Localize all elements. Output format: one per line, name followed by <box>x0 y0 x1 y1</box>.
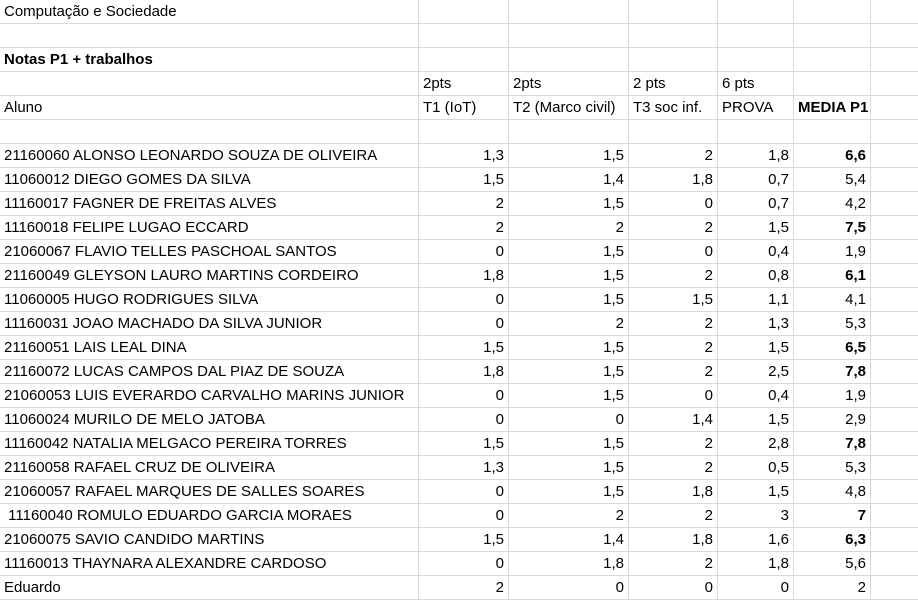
empty-cell[interactable] <box>871 480 918 504</box>
empty-cell[interactable] <box>419 120 509 144</box>
t3-score-cell[interactable]: 2 <box>629 360 718 384</box>
t1-score-cell[interactable]: 0 <box>419 240 509 264</box>
empty-cell[interactable] <box>871 528 918 552</box>
empty-cell[interactable] <box>794 24 871 48</box>
student-name-cell[interactable]: 21160060 ALONSO LEONARDO SOUZA DE OLIVEIRA <box>0 144 419 168</box>
media-score-cell[interactable]: 5,6 <box>794 552 871 576</box>
media-score-cell[interactable]: 5,3 <box>794 456 871 480</box>
prova-score-cell[interactable]: 1,8 <box>718 552 794 576</box>
t3-score-cell[interactable]: 1,4 <box>629 408 718 432</box>
t2-score-cell[interactable]: 2 <box>509 504 629 528</box>
t2-score-cell[interactable]: 1,5 <box>509 480 629 504</box>
student-name-cell[interactable]: 21160072 LUCAS CAMPOS DAL PIAZ DE SOUZA <box>0 360 419 384</box>
prova-score-cell[interactable]: 0,7 <box>718 168 794 192</box>
t1-score-cell[interactable]: 1,3 <box>419 456 509 480</box>
media-score-cell[interactable]: 6,3 <box>794 528 871 552</box>
t3-score-cell[interactable]: 1,8 <box>629 528 718 552</box>
prova-score-cell[interactable]: 1,5 <box>718 336 794 360</box>
t3-score-cell[interactable]: 2 <box>629 336 718 360</box>
empty-cell[interactable] <box>718 0 794 24</box>
t1-score-cell[interactable]: 1,8 <box>419 360 509 384</box>
t2-score-cell[interactable]: 1,5 <box>509 456 629 480</box>
weight-cell[interactable]: 2pts <box>419 72 509 96</box>
media-score-cell[interactable]: 2,9 <box>794 408 871 432</box>
header-prova[interactable]: PROVA <box>718 96 794 120</box>
student-name-cell[interactable]: 11060024 MURILO DE MELO JATOBA <box>0 408 419 432</box>
t2-score-cell[interactable]: 1,5 <box>509 144 629 168</box>
empty-cell[interactable] <box>871 312 918 336</box>
t1-score-cell[interactable]: 2 <box>419 216 509 240</box>
prova-score-cell[interactable]: 1,3 <box>718 312 794 336</box>
media-score-cell[interactable]: 1,9 <box>794 240 871 264</box>
prova-score-cell[interactable]: 1,5 <box>718 216 794 240</box>
header-t1[interactable]: T1 (IoT) <box>419 96 509 120</box>
empty-cell[interactable] <box>871 48 918 72</box>
media-score-cell[interactable]: 7,8 <box>794 432 871 456</box>
student-name-cell[interactable]: 11160042 NATALIA MELGACO PEREIRA TORRES <box>0 432 419 456</box>
prova-score-cell[interactable]: 0 <box>718 576 794 600</box>
empty-cell[interactable] <box>0 120 419 144</box>
student-name-cell[interactable]: 11060012 DIEGO GOMES DA SILVA <box>0 168 419 192</box>
empty-cell[interactable] <box>718 120 794 144</box>
prova-score-cell[interactable]: 1,1 <box>718 288 794 312</box>
media-score-cell[interactable]: 7,5 <box>794 216 871 240</box>
empty-cell[interactable] <box>871 288 918 312</box>
t2-score-cell[interactable]: 1,4 <box>509 168 629 192</box>
prova-score-cell[interactable]: 1,5 <box>718 408 794 432</box>
t1-score-cell[interactable]: 1,5 <box>419 528 509 552</box>
header-aluno[interactable]: Aluno <box>0 96 419 120</box>
student-name-cell[interactable]: 11160018 FELIPE LUGAO ECCARD <box>0 216 419 240</box>
empty-cell[interactable] <box>509 48 629 72</box>
student-name-cell[interactable]: 21060057 RAFAEL MARQUES DE SALLES SOARES <box>0 480 419 504</box>
student-name-cell[interactable]: Eduardo <box>0 576 419 600</box>
t1-score-cell[interactable]: 2 <box>419 192 509 216</box>
sheet-subtitle-cell[interactable]: Notas P1 + trabalhos <box>0 48 419 72</box>
t3-score-cell[interactable]: 2 <box>629 312 718 336</box>
prova-score-cell[interactable]: 3 <box>718 504 794 528</box>
t3-score-cell[interactable]: 1,5 <box>629 288 718 312</box>
student-name-cell[interactable]: 11160031 JOAO MACHADO DA SILVA JUNIOR <box>0 312 419 336</box>
t1-score-cell[interactable]: 2 <box>419 576 509 600</box>
t2-score-cell[interactable]: 1,5 <box>509 336 629 360</box>
weight-cell[interactable]: 2 pts <box>629 72 718 96</box>
media-score-cell[interactable]: 4,2 <box>794 192 871 216</box>
empty-cell[interactable] <box>871 360 918 384</box>
t2-score-cell[interactable]: 1,5 <box>509 240 629 264</box>
empty-cell[interactable] <box>871 336 918 360</box>
prova-score-cell[interactable]: 1,5 <box>718 480 794 504</box>
t1-score-cell[interactable]: 0 <box>419 552 509 576</box>
t2-score-cell[interactable]: 1,5 <box>509 432 629 456</box>
t1-score-cell[interactable]: 0 <box>419 408 509 432</box>
header-t3[interactable]: T3 soc inf. <box>629 96 718 120</box>
t3-score-cell[interactable]: 2 <box>629 456 718 480</box>
t1-score-cell[interactable]: 0 <box>419 288 509 312</box>
prova-score-cell[interactable]: 2,5 <box>718 360 794 384</box>
media-score-cell[interactable]: 5,3 <box>794 312 871 336</box>
student-name-cell[interactable]: 11160040 ROMULO EDUARDO GARCIA MORAES <box>0 504 419 528</box>
empty-cell[interactable] <box>718 48 794 72</box>
empty-cell[interactable] <box>509 120 629 144</box>
empty-cell[interactable] <box>629 120 718 144</box>
media-score-cell[interactable]: 6,1 <box>794 264 871 288</box>
media-score-cell[interactable]: 2 <box>794 576 871 600</box>
t2-score-cell[interactable]: 1,8 <box>509 552 629 576</box>
prova-score-cell[interactable]: 0,4 <box>718 384 794 408</box>
t3-score-cell[interactable]: 0 <box>629 192 718 216</box>
media-score-cell[interactable]: 4,1 <box>794 288 871 312</box>
t3-score-cell[interactable]: 2 <box>629 432 718 456</box>
header-media[interactable]: MEDIA P1 <box>794 96 871 120</box>
t2-score-cell[interactable]: 0 <box>509 576 629 600</box>
empty-cell[interactable] <box>871 96 918 120</box>
student-name-cell[interactable]: 21060075 SAVIO CANDIDO MARTINS <box>0 528 419 552</box>
weight-cell[interactable]: 6 pts <box>718 72 794 96</box>
empty-cell[interactable] <box>509 0 629 24</box>
prova-score-cell[interactable]: 0,5 <box>718 456 794 480</box>
prova-score-cell[interactable]: 1,8 <box>718 144 794 168</box>
t1-score-cell[interactable]: 0 <box>419 504 509 528</box>
student-name-cell[interactable]: 21160058 RAFAEL CRUZ DE OLIVEIRA <box>0 456 419 480</box>
student-name-cell[interactable]: 21060067 FLAVIO TELLES PASCHOAL SANTOS <box>0 240 419 264</box>
empty-cell[interactable] <box>0 24 419 48</box>
t1-score-cell[interactable]: 1,5 <box>419 168 509 192</box>
empty-cell[interactable] <box>871 264 918 288</box>
empty-cell[interactable] <box>871 432 918 456</box>
t2-score-cell[interactable]: 1,5 <box>509 288 629 312</box>
empty-cell[interactable] <box>871 552 918 576</box>
t3-score-cell[interactable]: 2 <box>629 504 718 528</box>
t3-score-cell[interactable]: 0 <box>629 240 718 264</box>
prova-score-cell[interactable]: 0,7 <box>718 192 794 216</box>
empty-cell[interactable] <box>509 24 629 48</box>
t1-score-cell[interactable]: 1,8 <box>419 264 509 288</box>
empty-cell[interactable] <box>629 24 718 48</box>
student-name-cell[interactable]: 21060053 LUIS EVERARDO CARVALHO MARINS JUNIOR <box>0 384 419 408</box>
weight-cell[interactable]: 2pts <box>509 72 629 96</box>
student-name-cell[interactable]: 11160013 THAYNARA ALEXANDRE CARDOSO <box>0 552 419 576</box>
t2-score-cell[interactable]: 1,5 <box>509 192 629 216</box>
empty-cell[interactable] <box>419 24 509 48</box>
empty-cell[interactable] <box>871 120 918 144</box>
empty-cell[interactable] <box>871 24 918 48</box>
student-name-cell[interactable]: 11160017 FAGNER DE FREITAS ALVES <box>0 192 419 216</box>
empty-cell[interactable] <box>871 240 918 264</box>
t2-score-cell[interactable]: 2 <box>509 216 629 240</box>
empty-cell[interactable] <box>629 48 718 72</box>
empty-cell[interactable] <box>871 0 918 24</box>
prova-score-cell[interactable]: 1,6 <box>718 528 794 552</box>
t2-score-cell[interactable]: 2 <box>509 312 629 336</box>
t3-score-cell[interactable]: 2 <box>629 144 718 168</box>
t2-score-cell[interactable]: 1,5 <box>509 360 629 384</box>
t1-score-cell[interactable]: 1,3 <box>419 144 509 168</box>
media-score-cell[interactable]: 7,8 <box>794 360 871 384</box>
t3-score-cell[interactable]: 2 <box>629 264 718 288</box>
prova-score-cell[interactable]: 0,4 <box>718 240 794 264</box>
weight-cell[interactable] <box>0 72 419 96</box>
empty-cell[interactable] <box>871 408 918 432</box>
empty-cell[interactable] <box>871 456 918 480</box>
empty-cell[interactable] <box>419 0 509 24</box>
t1-score-cell[interactable]: 0 <box>419 480 509 504</box>
prova-score-cell[interactable]: 2,8 <box>718 432 794 456</box>
sheet-title-cell[interactable]: Computação e Sociedade <box>0 0 419 24</box>
t3-score-cell[interactable]: 0 <box>629 576 718 600</box>
empty-cell[interactable] <box>871 192 918 216</box>
empty-cell[interactable] <box>871 576 918 600</box>
empty-cell[interactable] <box>871 144 918 168</box>
empty-cell[interactable] <box>871 216 918 240</box>
empty-cell[interactable] <box>419 48 509 72</box>
t3-score-cell[interactable]: 2 <box>629 552 718 576</box>
t2-score-cell[interactable]: 1,4 <box>509 528 629 552</box>
t1-score-cell[interactable]: 1,5 <box>419 432 509 456</box>
empty-cell[interactable] <box>629 0 718 24</box>
t3-score-cell[interactable]: 0 <box>629 384 718 408</box>
student-name-cell[interactable]: 11060005 HUGO RODRIGUES SILVA <box>0 288 419 312</box>
weight-cell[interactable] <box>871 72 918 96</box>
t2-score-cell[interactable]: 1,5 <box>509 384 629 408</box>
empty-cell[interactable] <box>794 120 871 144</box>
weight-cell[interactable] <box>794 72 871 96</box>
media-score-cell[interactable]: 5,4 <box>794 168 871 192</box>
empty-cell[interactable] <box>871 168 918 192</box>
t1-score-cell[interactable]: 1,5 <box>419 336 509 360</box>
empty-cell[interactable] <box>718 24 794 48</box>
empty-cell[interactable] <box>871 384 918 408</box>
t3-score-cell[interactable]: 1,8 <box>629 168 718 192</box>
empty-cell[interactable] <box>871 504 918 528</box>
media-score-cell[interactable]: 7 <box>794 504 871 528</box>
student-name-cell[interactable]: 21160051 LAIS LEAL DINA <box>0 336 419 360</box>
header-t2[interactable]: T2 (Marco civil) <box>509 96 629 120</box>
media-score-cell[interactable]: 6,6 <box>794 144 871 168</box>
media-score-cell[interactable]: 4,8 <box>794 480 871 504</box>
t3-score-cell[interactable]: 1,8 <box>629 480 718 504</box>
empty-cell[interactable] <box>794 48 871 72</box>
t2-score-cell[interactable]: 0 <box>509 408 629 432</box>
media-score-cell[interactable]: 1,9 <box>794 384 871 408</box>
prova-score-cell[interactable]: 0,8 <box>718 264 794 288</box>
student-name-cell[interactable]: 21160049 GLEYSON LAURO MARTINS CORDEIRO <box>0 264 419 288</box>
media-score-cell[interactable]: 6,5 <box>794 336 871 360</box>
t3-score-cell[interactable]: 2 <box>629 216 718 240</box>
t2-score-cell[interactable]: 1,5 <box>509 264 629 288</box>
t1-score-cell[interactable]: 0 <box>419 312 509 336</box>
empty-cell[interactable] <box>794 0 871 24</box>
t1-score-cell[interactable]: 0 <box>419 384 509 408</box>
